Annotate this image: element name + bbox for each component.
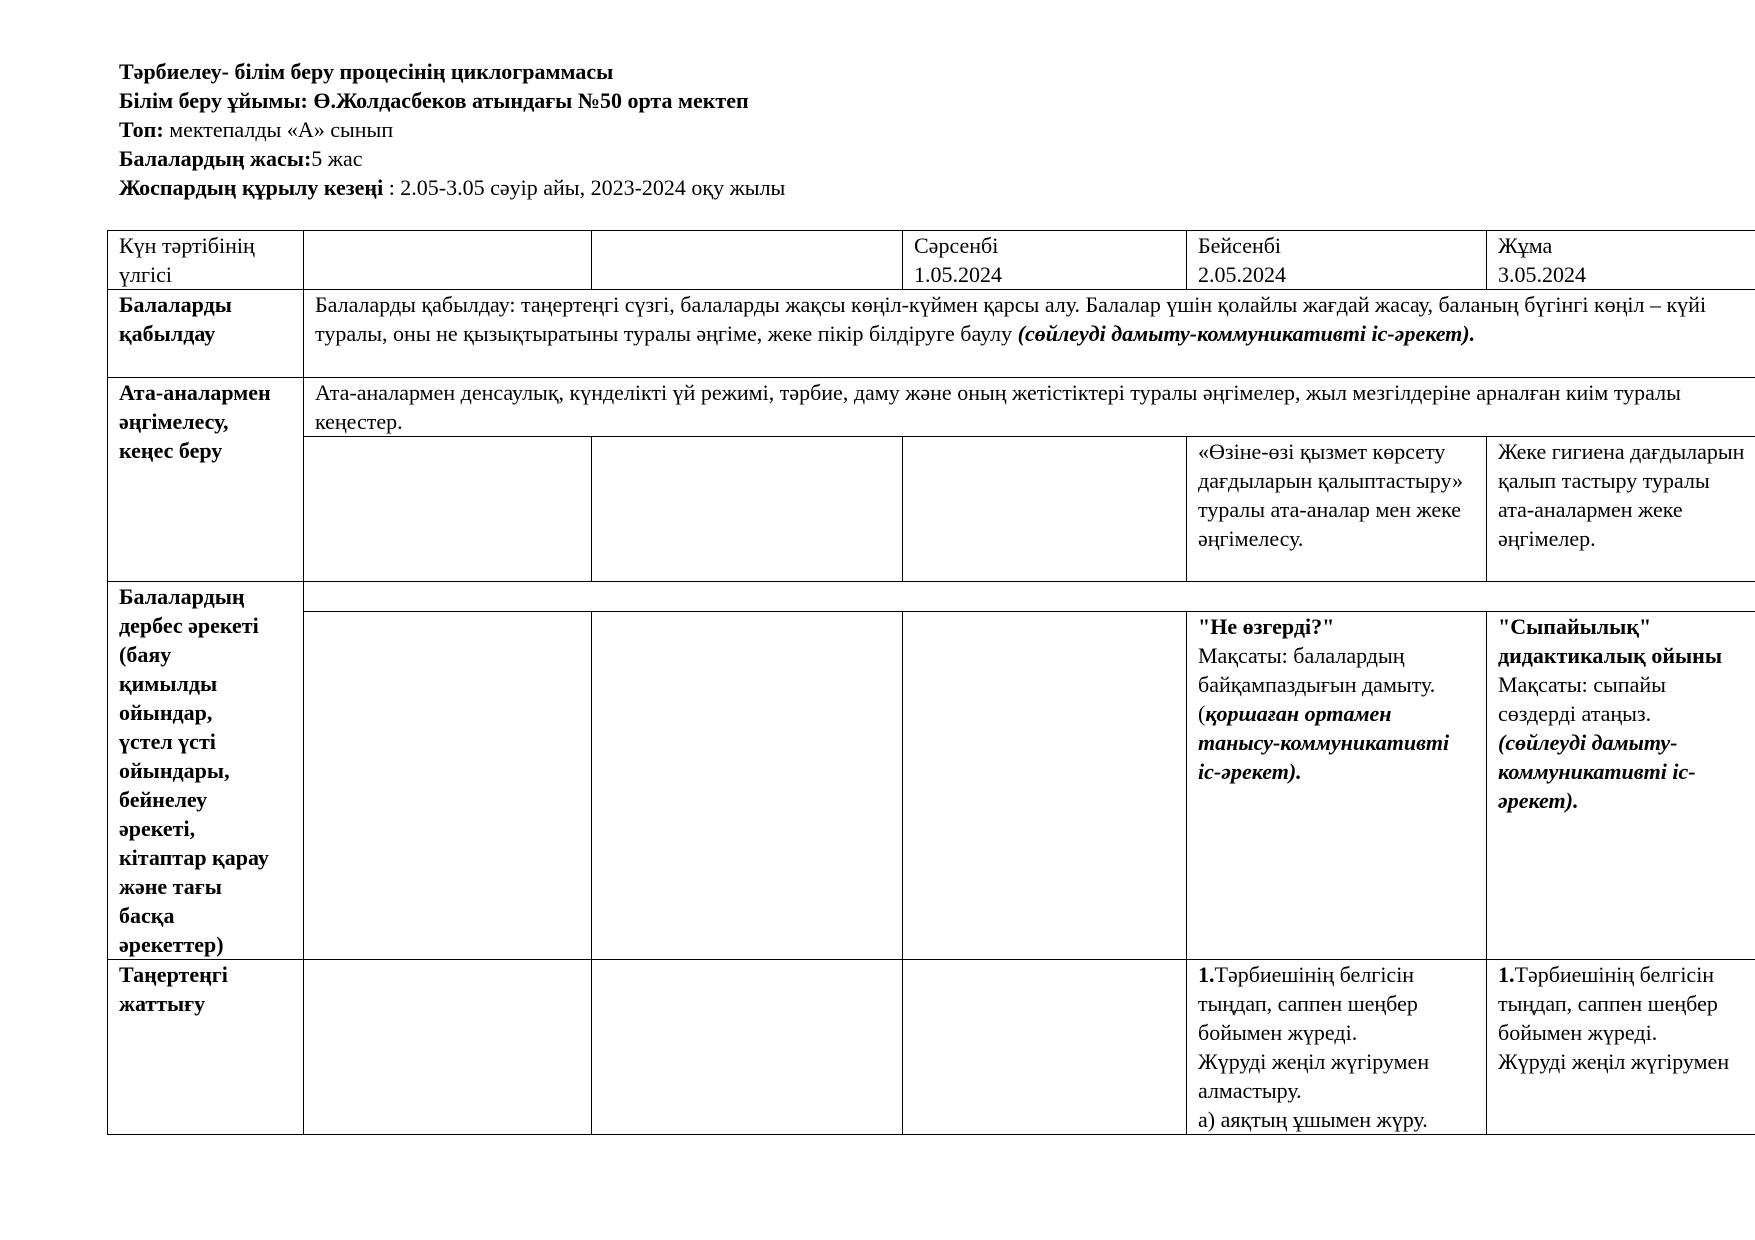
- independent-thursday-cell: [1187, 612, 1487, 960]
- row-label-line: басқа: [119, 903, 175, 928]
- head-wednesday-cell: [903, 231, 1187, 290]
- empty-cell: [903, 612, 1187, 960]
- day-name: Жұма: [1498, 233, 1553, 258]
- group-label: Топ:: [119, 117, 164, 142]
- period-line: [119, 173, 785, 202]
- head-thursday-cell: [1187, 231, 1487, 290]
- empty-cell: [592, 960, 903, 1135]
- row-label-line: үстел үсті: [119, 729, 216, 754]
- reception-activity-note: (сөйлеуді дамыту-коммуникативті іс-әрекет).: [1017, 321, 1476, 346]
- step-text: Тәрбиешінің белгісін тыңдап, саппен шеңбер бойымен жүреді.: [1198, 962, 1418, 1045]
- row-label-line: Балаларды: [119, 292, 232, 317]
- period-label: Жоспардың құрылу кезеңі: [119, 175, 384, 200]
- row-label-line: Ата-аналармен: [119, 380, 271, 405]
- row-label-line: бейнелеу: [119, 787, 208, 812]
- day-date: 3.05.2024: [1498, 262, 1586, 287]
- parents-friday-cell: Жеке гигиена дағдыларын қалып тастыру туралы ата-аналармен жеке әңгімелер.: [1487, 437, 1755, 582]
- row-label-line: және тағы: [119, 874, 222, 899]
- row-label-line: (баяу: [119, 642, 172, 667]
- row-label-line: ойындары,: [119, 758, 230, 783]
- step-text: Жүруді жеңіл жүгірумен алмастыру.: [1198, 1049, 1430, 1103]
- row-label-line: ойындар,: [119, 700, 213, 725]
- period-value: : 2.05-3.05 сәуір айы, 2023-2024 оқу жылы: [383, 175, 786, 200]
- game-goal: Мақсаты: балалардың байқампаздығын дамыту.: [1198, 643, 1436, 698]
- head-routine-cell: [108, 231, 304, 290]
- independent-label-cell: [108, 582, 304, 960]
- row-label-line: дербес әрекеті: [119, 613, 259, 638]
- table-row-independent-days: [108, 612, 1755, 960]
- table-row-parents-days: [108, 437, 1755, 582]
- head-friday-cell: [1487, 231, 1755, 290]
- day-date: 1.05.2024: [914, 262, 1002, 287]
- parents-thursday-cell: «Өзіне-өзі қызмет көрсету дағдыларын қалыптастыру» туралы ата-аналар мен жеке әңгімелесу.: [1187, 437, 1487, 582]
- step-number: 1.: [1198, 962, 1215, 987]
- row-label-line: әңгімелесу,: [119, 409, 229, 434]
- row-label-line: қабылдау: [119, 321, 216, 346]
- empty-cell: [304, 612, 592, 960]
- reception-text: Балаларды қабылдау: таңертеңгі сүзгі, балаларды жақсы көңіл-күймен қарсы алу. Балалар үшін қолайлы жағдай жасау, баланың бүгінгі көңіл – күйі туралы, оны не қызықтыратыны туралы әңгіме, жеке пікір білдіруге баулу: [315, 292, 1707, 346]
- row-label-line: кітаптар қарау: [119, 845, 269, 870]
- empty-cell: [592, 612, 903, 960]
- head-empty-cell: [592, 231, 903, 290]
- activity-note: (сөйлеуді дамыту-коммуникативті іс-әрекет).: [1498, 730, 1696, 814]
- exercise-thursday-cell: [1187, 960, 1487, 1135]
- head-routine-line: үлгісі: [119, 262, 172, 287]
- table-row-reception: [108, 290, 1755, 378]
- schedule-table: [107, 230, 1755, 1135]
- independent-friday-cell: [1487, 612, 1755, 960]
- empty-cell: [304, 960, 592, 1135]
- age-value: 5 жас: [311, 146, 363, 171]
- empty-cell: [304, 437, 592, 582]
- head-routine-line: Күн тәртібінің: [119, 233, 255, 258]
- row-label-line: Таңертеңгі: [119, 962, 228, 987]
- independent-top-empty-cell: [304, 582, 1755, 612]
- row-label-line: жаттығу: [119, 991, 206, 1016]
- table-row-exercise: [108, 960, 1755, 1135]
- game-title: "Сыпайылық" дидактикалық ойыны: [1498, 614, 1723, 669]
- day-date: 2.05.2024: [1198, 262, 1286, 287]
- activity-note-text: қоршаған ортамен танысу-коммуникативті іс-әрекет).: [1198, 701, 1450, 785]
- exercise-step: [1498, 960, 1745, 1047]
- organization-line: Білім беру ұйымы: Ө.Жолдасбеков атындағы №50 орта мектеп: [119, 88, 749, 113]
- head-empty-cell: [304, 231, 592, 290]
- age-line: [119, 144, 785, 173]
- table-row-parents-general: [108, 378, 1755, 437]
- exercise-step: [1198, 960, 1476, 1047]
- empty-cell: [903, 960, 1187, 1135]
- empty-cell: [903, 437, 1187, 582]
- row-label-line: қимылды: [119, 671, 218, 696]
- document-title: Тәрбиелеу- білім беру процесінің циклограммасы: [119, 59, 614, 84]
- day-name: Бейсенбі: [1198, 233, 1282, 258]
- document-header: [119, 57, 785, 202]
- row-label-line: кеңес беру: [119, 438, 223, 463]
- age-label: Балалардың жасы:: [119, 146, 312, 171]
- exercise-label-cell: [108, 960, 304, 1135]
- row-label-line: Балалардың: [119, 584, 245, 609]
- game-goal: Мақсаты: сыпайы сөздерді атаңыз.: [1498, 672, 1666, 727]
- row-label-line: әрекеті,: [119, 816, 196, 841]
- step-text: Жүруді жеңіл жүгірумен: [1498, 1049, 1730, 1074]
- group-value: мектепалды «А» сынып: [163, 117, 394, 142]
- activity-note: [1198, 699, 1476, 786]
- table-row-head: [108, 231, 1755, 290]
- empty-cell: [592, 437, 903, 582]
- exercise-friday-cell: [1487, 960, 1755, 1135]
- game-title: "Не өзгерді?": [1198, 614, 1335, 640]
- step-text: Тәрбиешінің белгісін тыңдап, саппен шеңбер бойымен жүреді.: [1498, 962, 1718, 1045]
- table-row-independent-top: [108, 582, 1755, 612]
- reception-text-cell: [304, 290, 1755, 378]
- reception-label-cell: [108, 290, 304, 378]
- row-label-line: әрекеттер): [119, 932, 224, 957]
- parents-general-cell: Ата-аналармен денсаулық, күнделікті үй режимі, тәрбие, даму және оның жетістіктері туралы әңгімелер, жыл мезгілдеріне арналған киім туралы кеңестер.: [304, 378, 1755, 437]
- parents-label-cell: [108, 378, 304, 582]
- group-line: [119, 115, 785, 144]
- step-number: 1.: [1498, 962, 1515, 987]
- step-text: а) аяқтың ұшымен жүру.: [1198, 1107, 1428, 1132]
- paren-open: (: [1198, 701, 1206, 727]
- day-name: Сәрсенбі: [914, 233, 999, 258]
